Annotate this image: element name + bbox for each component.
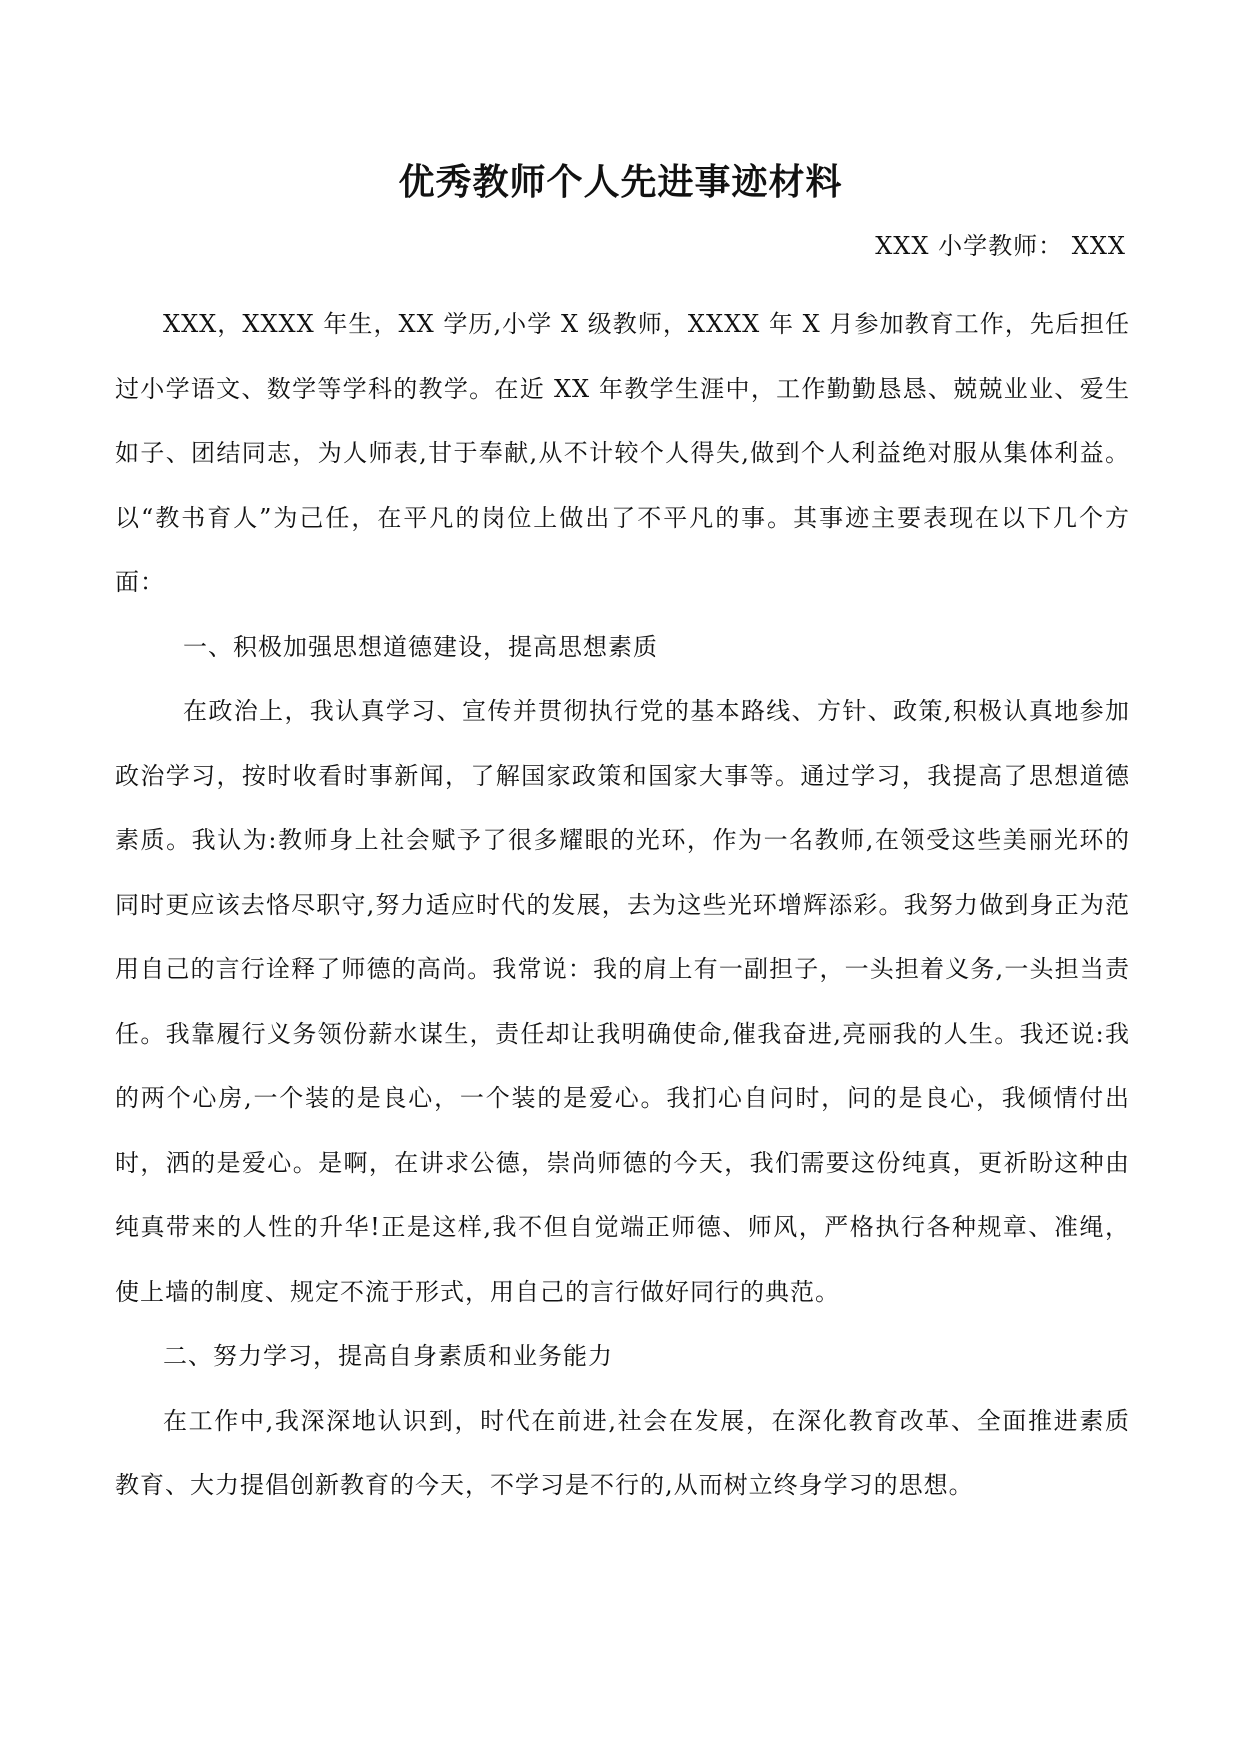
paragraph-politics: 在政治上，我认真学习、宣传并贯彻执行党的基本路线、方针、政策,积极认真地参加政治学习，按时收看时事新闻，了解国家政策和国家大事等。通过学习，我提高了思想道德素质。我认为:教师身上社会赋予了很多耀眼的光环，作为一名教师,在领受这些美丽光环的同时更应该去恪尽职守,努力适应时代的发展，去为这些光环增辉添彩。我努力做到身正为范用自己的言行诠释了师德的高尚。我常说：我的肩上有一副担子，一头担着义务,一头担当责任。我靠履行义务领份薪水谋生，责任却让我明确使命,催我奋进,亮丽我的人生。我还说:我的两个心房,一个装的是良心，一个装的是爱心。我扪心自问时，问的是良心，我倾情付出时，洒的是爱心。是啊，在讲求公德，崇尚师德的今天，我们需要这份纯真，更祈盼这种由纯真带来的人性的升华!正是这样,我不但自觉端正师德、师风，严格执行各种规章、准绳，使上墙的制度、规定不流于形式，用自己的言行做好同行的典范。 — [115, 697, 1130, 1306]
document-title: 优秀教师个人先进事迹材料 — [398, 161, 843, 203]
section-heading-2: 二、努力学习，提高自身素质和业务能力 — [163, 1342, 613, 1370]
section-heading-1: 一、积极加强思想道德建设，提高思想素质 — [183, 632, 658, 661]
paragraph-study: 在工作中,我深深地认识到，时代在前进,社会在发展，在深化教育改革、全面推进素质教育、大力提倡创新教育的今天，不学习是不行的,从而树立终身学习的思想。 — [115, 1406, 1130, 1499]
paragraph-intro: XXX，XXXX 年生，XX 学历,小学 X 级教师，XXXX 年 X 月参加教育工作，先后担任过小学语文、数学等学科的教学。在近 XX 年教学生涯中，工作勤勤恳恳、兢兢业业、爱生如子、团结同志，为人师表,甘于奉献,从不计较个人得失,做到个人利益绝对服从集体利益。以“教书育人”为己任，在平凡的岗位上做出了不平凡的事。其事迹主要表现在以下几个方面： — [115, 310, 1130, 596]
author-line: XXX 小学教师： XXX — [875, 232, 1126, 260]
document-body — [115, 292, 1130, 1518]
